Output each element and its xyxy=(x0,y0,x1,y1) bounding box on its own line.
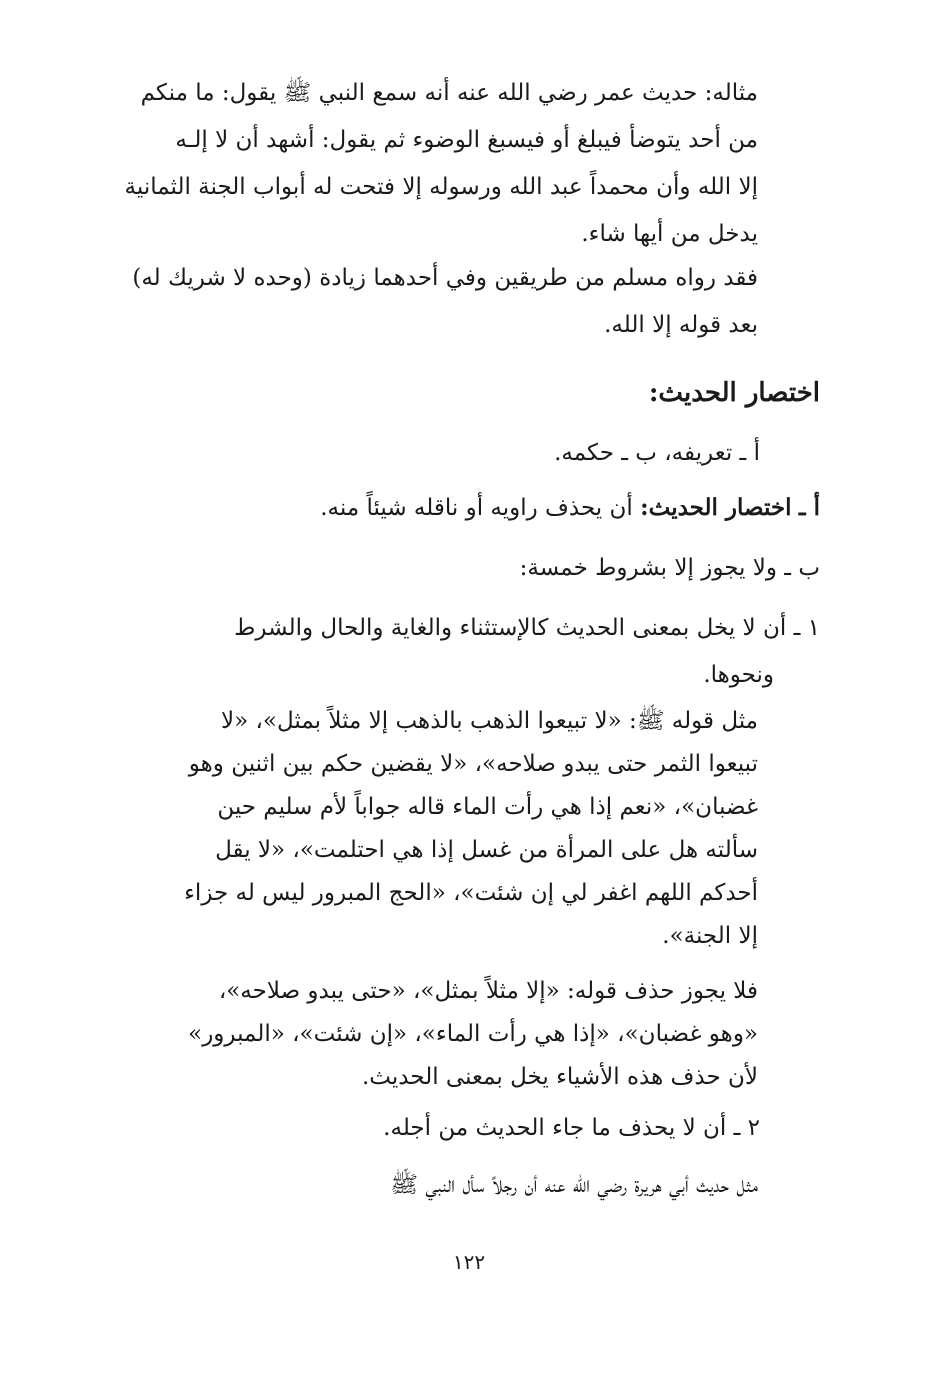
text-line: من أحد يتوضأ فيبلغ أو فيسبغ الوضوء ثم يقول: أشهد أن لا إلـه xyxy=(175,127,758,153)
page-number: ١٢٢ xyxy=(452,1250,486,1274)
text-line: «وهو غضبان»، «إذا هي رأت الماء»، «إن شئت»، «المبرور» xyxy=(188,1021,758,1047)
text-line: ١ ـ أن لا يخل بمعنى الحديث كالإستثناء والغاية والحال والشرط xyxy=(234,615,820,641)
definition-text: أن يحذف راويه أو ناقله شيئاً منه. xyxy=(320,495,633,521)
condition-2: ٢ ـ أن لا يحذف ما جاء الحديث من أجله. xyxy=(383,1115,760,1141)
definition-line xyxy=(320,494,820,521)
section-heading: اختصار الحديث: xyxy=(648,378,820,408)
text-line: ونحوها. xyxy=(703,662,774,688)
text-line: إلا الله وأن محمداً عبد الله ورسوله إلا فتحت له أبواب الجنة الثمانية xyxy=(124,174,758,200)
text-line: مثل قوله ﷺ: «لا تبيعوا الذهب بالذهب إلا مثلاً بمثل»، «لا xyxy=(221,708,758,734)
example-abu-hurayra: مثل حديث أبي هريرة رضي الله عنه أن رجلاً سأل النبي ﷺ xyxy=(390,1172,758,1198)
text-line: تبيعوا الثمر حتى يبدو صلاحه»، «لا يقضين حكم بين اثنين وهو xyxy=(188,751,758,777)
text-line: فقد رواه مسلم من طريقين وفي أحدهما زيادة (وحده لا شريك له) xyxy=(132,265,758,291)
prohibited-omissions xyxy=(118,970,758,1099)
text-line: لأن حذف هذه الأشياء يخل بمعنى الحديث. xyxy=(362,1064,758,1090)
definition-prefix: أ ـ xyxy=(798,494,820,521)
text-line: مثاله: حديث عمر رضي الله عنه أنه سمع النبي ﷺ يقول: ما منكم xyxy=(140,80,758,106)
condition-1 xyxy=(120,605,820,699)
section-outline: أ ـ تعريفه، ب ـ حكمه. xyxy=(554,440,760,466)
text-line: سألته هل على المرأة من غسل إذا هي احتلمت»، «لا يقل xyxy=(215,837,758,863)
text-line: بعد قوله إلا الله. xyxy=(604,312,758,338)
text-line: يدخل من أيها شاء. xyxy=(581,221,758,247)
text-line: غضبان»، «نعم إذا هي رأت الماء قاله جواباً لأم سليم حين xyxy=(217,794,758,820)
example-hadiths xyxy=(118,700,758,958)
definition-term: اختصار الحديث: xyxy=(640,494,792,521)
text-line: فلا يجوز حذف قوله: «إلا مثلاً بمثل»، «حتى يبدو صلاحه»، xyxy=(218,978,758,1004)
text-line: إلا الجنة». xyxy=(662,923,758,949)
muslim-narration-paragraph xyxy=(108,255,758,349)
ruling-line: ب ـ ولا يجوز إلا بشروط خمسة: xyxy=(519,555,820,581)
text-line: أحدكم اللهم اغفر لي إن شئت»، «الحج المبرور ليس له جزاء xyxy=(184,880,758,906)
example-paragraph-umar xyxy=(108,70,758,258)
